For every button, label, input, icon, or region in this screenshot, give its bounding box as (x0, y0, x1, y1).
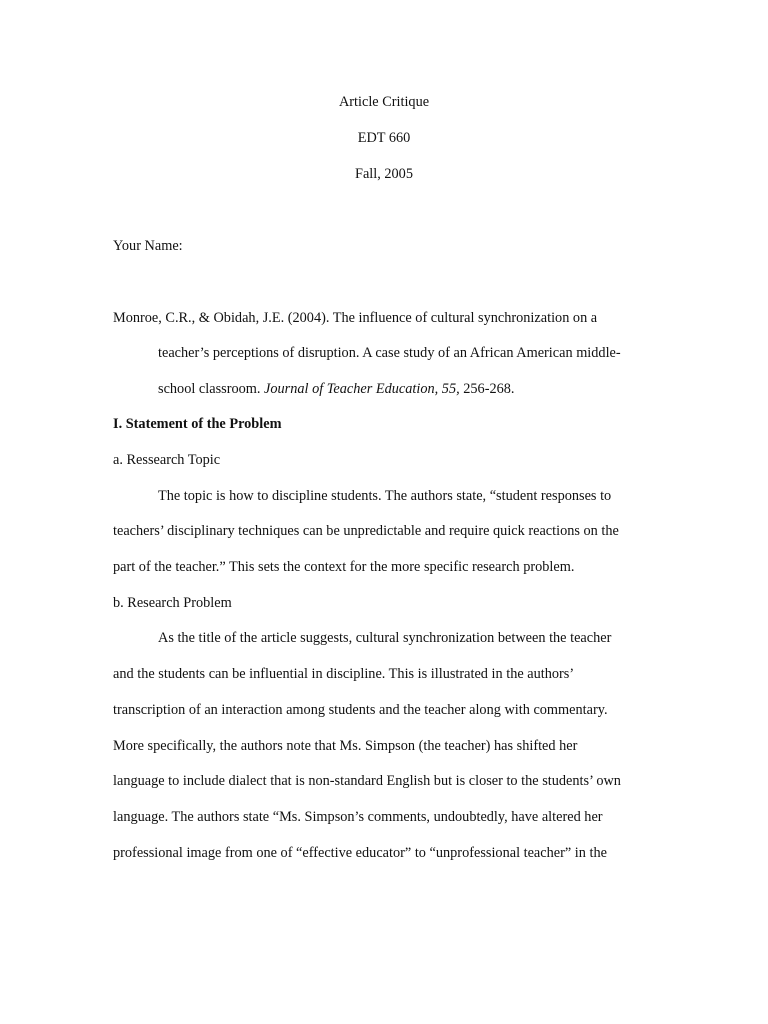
document-title: Article Critique (338, 94, 430, 110)
citation-line-2: teacher’s perceptions of disruption. A case study of an African American middle- (158, 345, 621, 361)
citation-line-1: Monroe, C.R., & Obidah, J.E. (2004). The influence of cultural synchronization on a (113, 310, 598, 326)
term: Fall, 2005 (355, 166, 413, 182)
course-code: EDT 660 (357, 130, 411, 146)
citation-pages: 256-268. (459, 381, 515, 397)
paragraph-line: professional image from one of “effective educator” to “unprofessional teacher” in the (113, 845, 607, 861)
paragraph-line: The topic is how to discipline students. The authors state, “student responses to (158, 488, 612, 504)
subsection-a-heading: a. Ressearch Topic (113, 452, 221, 468)
paragraph-line: More specifically, the authors note that Ms. Simpson (the teacher) has shifted her (113, 738, 578, 754)
section-heading: I. Statement of the Problem (113, 416, 282, 432)
name-label: Your Name: (113, 238, 183, 254)
paragraph-line: As the title of the article suggests, cultural synchronization between the teacher (158, 630, 612, 646)
paragraph-line: language. The authors state “Ms. Simpson’s comments, undoubtedly, have altered her (113, 809, 603, 825)
citation-prefix: school classroom. (158, 381, 265, 397)
paragraph-line: transcription of an interaction among students and the teacher along with commentary. (113, 702, 608, 718)
paragraph-line: teachers’ disciplinary techniques can be unpredictable and require quick reactions on the (113, 523, 619, 539)
paragraph-line: language to include dialect that is non-standard English but is closer to the students’ own (113, 773, 621, 789)
subsection-b-heading: b. Research Problem (113, 595, 232, 611)
paragraph-line: and the students can be influential in discipline. This is illustrated in the authors’ (113, 666, 575, 682)
citation-journal: Journal of Teacher Education, 55, (264, 381, 460, 397)
paragraph-line: part of the teacher.” This sets the context for the more specific research problem. (113, 559, 575, 575)
citation-line-3 (158, 380, 514, 398)
